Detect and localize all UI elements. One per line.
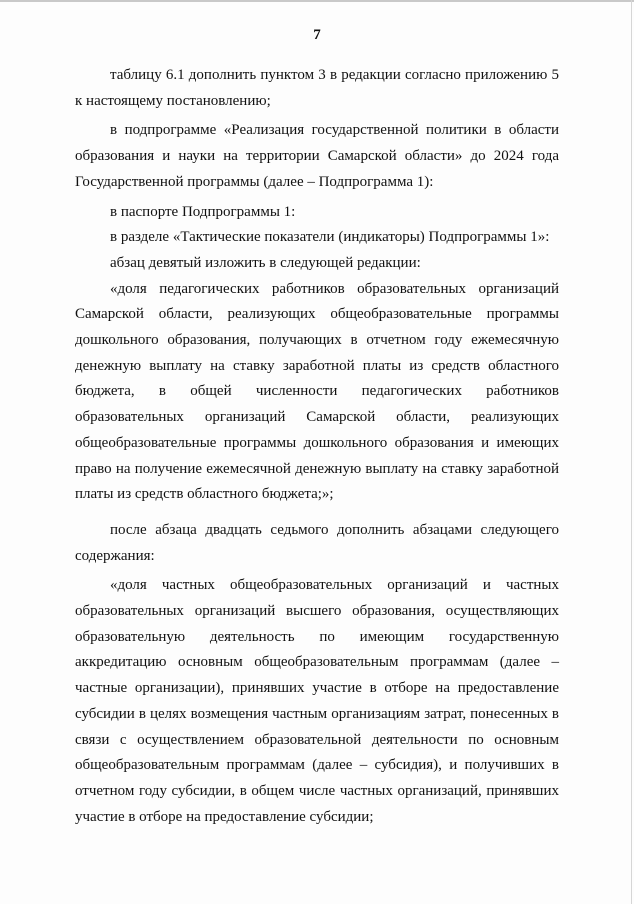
paragraph-quoted-private-orgs: «доля частных общеобразовательных организаций и частных образовательных организаций высшего образования, осуществляющих образовательную деятельность по имеющим государственную аккредитацию основным общеобразовательным программам (далее – частные организации), принявших участие в отборе на предоставление субсидии в целях возмещения частным организациям затрат, понесенных в связи с осуществлением образовательной деятельности по основным общеобразовательным программам (далее – субсидия), и получивших в отчетном году субсидии, в общем числе частных организаций, принявших участие в отборе на предоставление субсидии; <box>75 577 559 825</box>
paragraph-section-indicators: в разделе «Тактические показатели (индикаторы) Подпрограммы 1»: <box>110 229 550 246</box>
paragraph-ninth-abzac: абзац девятый изложить в следующей редакции: <box>110 254 421 271</box>
paragraph-table-amendment: таблицу 6.1 дополнить пунктом 3 в редакции согласно приложению 5 к настоящему постановлению; <box>75 67 559 109</box>
page-top-edge <box>0 0 634 2</box>
page-right-edge <box>631 0 632 904</box>
paragraph-after-27: после абзаца двадцать седьмого дополнить абзацами следующего содержания: <box>75 521 559 564</box>
paragraph-subprogram-1: в подпрограмме «Реализация государственной политики в области образования и науки на территории Самарской области» до 2024 года Государственной программы (далее – Подпрограмма 1): <box>75 122 559 190</box>
document-body <box>75 63 559 834</box>
paragraph-passport: в паспорте Подпрограммы 1: <box>110 203 296 220</box>
page-number: 7 <box>313 27 321 43</box>
paragraph-quoted-share-teachers: «доля педагогических работников образовательных организаций Самарской области, реализующих общеобразовательные программы дошкольного образования, получающих в отчетном году ежемесячную денежную выплату на ставку заработной платы из средств областного бюджета, в общей численности педагогических работников образовательных организаций Самарской области, реализующих общеобразовательные программы дошкольного образования и имеющих право на получение ежемесячной денежную выплату на ставку заработной платы из средств областного бюджета;»; <box>75 280 559 503</box>
